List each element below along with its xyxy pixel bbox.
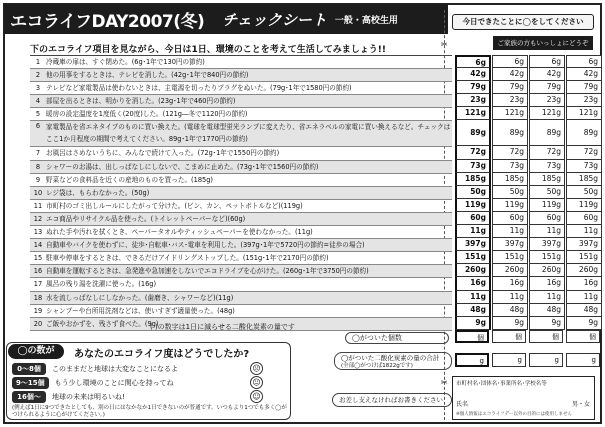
table-row <box>30 187 452 200</box>
check-cell[interactable]: 11g <box>529 291 565 304</box>
check-cell[interactable]: 185g <box>455 173 491 186</box>
item-number: 13 <box>33 228 43 237</box>
sad-face-icon: ☹ <box>250 362 263 375</box>
table-row <box>30 95 452 108</box>
score-text: このままだと地球は大変なことになるよ <box>52 365 178 373</box>
check-cell[interactable]: 11g <box>566 291 602 304</box>
score-text: もう少し環境のことに関心を持ってね <box>54 379 174 387</box>
check-cell[interactable]: 9g <box>455 317 491 330</box>
table-row <box>30 200 452 213</box>
scissors-icon: ✂ <box>441 378 448 387</box>
privacy-note: ※個人情報はエコライフデー以外の目的には使用しません <box>456 412 572 417</box>
check-cell[interactable]: 42g <box>566 68 602 81</box>
check-cell[interactable]: 50g <box>529 186 565 199</box>
check-cell[interactable]: 9g <box>566 317 602 330</box>
table-row <box>30 305 452 318</box>
score-question: あなたのエコライフ度はどうでしたか? <box>74 349 250 360</box>
family-column <box>529 55 565 330</box>
check-cell[interactable]: 397g <box>455 238 491 251</box>
item-text: 自動車を運転するときは、急発進や急加速をしないでエコドライブを心がけた。(260g･1年で3750円の節約) <box>46 267 369 276</box>
check-sheet-label: チェックシート <box>222 10 327 29</box>
item-number: 5 <box>35 110 41 119</box>
check-cell[interactable]: 60g <box>529 212 565 225</box>
check-cell[interactable]: 50g <box>566 186 602 199</box>
check-cell[interactable]: 48g <box>566 304 602 317</box>
item-number: 12 <box>33 214 43 223</box>
check-cell[interactable]: 16g <box>529 277 565 290</box>
check-cell[interactable]: 48g <box>529 304 565 317</box>
check-cell[interactable]: 72g <box>455 146 491 159</box>
check-cell[interactable]: 42g <box>529 68 565 81</box>
check-cell[interactable]: 89g <box>455 120 491 146</box>
family-column <box>492 55 528 330</box>
check-cell[interactable]: 50g <box>492 186 528 199</box>
check-cell[interactable]: 79g <box>529 81 565 94</box>
item-number: 6 <box>35 122 41 131</box>
check-cell[interactable]: 185g <box>566 173 602 186</box>
check-cell[interactable]: 89g <box>492 120 528 146</box>
check-cell[interactable]: 16g <box>566 277 602 290</box>
item-text: 家電製品を省エネタイプのものに買い換えた。(電球を電球型蛍光ランプに変えたり、省エネラベルの家電に買い換えるなど。チェックはここ1か月程度の期間で考えてください。89g･1年で1770円の節約) <box>46 123 451 143</box>
count-cell[interactable]: 個 <box>492 330 526 343</box>
item-text: シャワーのお湯は、出しっぱなしにしないで、こまめに止めた。(73g･1年で1560円の節約) <box>46 162 319 171</box>
audience-label: 一般・高校生用 <box>334 15 398 26</box>
score-level <box>12 391 125 403</box>
count-cell[interactable]: 個 <box>455 330 489 343</box>
check-cell[interactable]: 151g <box>455 251 491 264</box>
check-cell[interactable]: 6g <box>492 55 528 68</box>
check-cell[interactable]: 185g <box>529 173 565 186</box>
table-row <box>30 108 452 121</box>
score-footnote: (例えば1日に9つできたとしても、別の日にはなかなか1日できないのが普通です。いつもより1つでも多く◯がつけられるように心がけてください。) <box>12 405 287 418</box>
address-head: 市町村名･団体名･事業所名･学校名等 <box>456 381 547 387</box>
item-text: 暖房の設定温度を1度低く(20度)した。(121g―冬で1120円の節約) <box>46 110 248 119</box>
check-cell[interactable]: 11g <box>455 291 491 304</box>
item-number: 16 <box>33 267 43 276</box>
item-text: 市町村のゴミ出しルールにしたがって分けた。(ビン、カン、ペットボトルなど)(119g) <box>46 201 303 210</box>
co2-total-row <box>455 353 600 367</box>
family-column <box>566 55 602 330</box>
check-cell[interactable]: 11g <box>492 291 528 304</box>
check-cell[interactable]: 151g <box>492 251 528 264</box>
item-text: 自動車やバイクを使わずに、徒歩･自転車･バス･電車を利用した。(397g･1年で5720円の節約=徒歩の場合) <box>46 241 365 250</box>
item-number: 7 <box>35 149 41 158</box>
check-cell[interactable]: 89g <box>529 120 565 146</box>
table-row <box>30 121 452 147</box>
note-text: ( )の数字は1日に減らせる二酸化炭素の量です <box>150 323 295 331</box>
item-text: ご飯やおかずを、残さず食べた。(9g) <box>46 319 159 328</box>
check-cell[interactable]: 73g <box>529 160 565 173</box>
check-cell[interactable]: 6g <box>529 55 565 68</box>
family-header: ご家族の方もいっしょにどうぞ <box>493 36 593 50</box>
check-cell[interactable]: 11g <box>566 225 602 238</box>
check-cell[interactable]: 9g <box>529 317 565 330</box>
item-number: 8 <box>35 162 41 171</box>
item-text: エコ商品やリサイクル品を使った。(トイレットペーパーなど)(60g) <box>46 214 246 223</box>
check-cell[interactable]: 72g <box>566 146 602 159</box>
co2-total-cell[interactable]: g <box>566 353 600 367</box>
co2-total-label <box>334 352 452 370</box>
table-row <box>30 56 452 69</box>
check-cell[interactable]: 151g <box>566 251 602 264</box>
count-row <box>455 330 600 343</box>
table-row <box>30 292 452 305</box>
check-cell[interactable]: 73g <box>566 160 602 173</box>
check-cell[interactable]: 11g <box>455 225 491 238</box>
table-row <box>30 82 452 95</box>
check-cell[interactable]: 50g <box>455 186 491 199</box>
item-text: 野菜などの食料品を近くの産地のものを買った。(185g) <box>46 175 213 184</box>
table-row <box>30 252 452 265</box>
item-number: 4 <box>35 97 41 106</box>
count-cell[interactable]: 個 <box>529 330 563 343</box>
sex-label[interactable]: 男・女 <box>571 401 590 408</box>
check-cell[interactable]: 60g <box>492 212 528 225</box>
score-range: 16個～ <box>12 391 46 403</box>
item-number: 19 <box>33 306 43 315</box>
score-head: ◯の数が <box>8 344 64 359</box>
table-row <box>30 226 452 239</box>
score-level <box>12 363 178 375</box>
score-range: 0～8個 <box>12 363 46 375</box>
item-number: 17 <box>33 280 43 289</box>
item-number: 1 <box>35 58 41 66</box>
item-text: お風呂はさめないうちに、みんなで続けて入った。(72g･1年で1550円の節約) <box>46 149 280 158</box>
item-number: 3 <box>35 84 41 93</box>
item-text: テレビなど家電製品は使わないときは、主電源を切ったりプラグをぬいた。(79g･1年で1580円の節約) <box>46 84 352 93</box>
item-number: 14 <box>33 241 43 250</box>
check-cell[interactable]: 151g <box>529 251 565 264</box>
check-cell[interactable]: 79g <box>455 81 491 94</box>
check-cell[interactable]: 16g <box>492 277 528 290</box>
co2-total-cell[interactable]: g <box>455 353 489 367</box>
table-row <box>30 69 452 82</box>
address-box[interactable] <box>452 376 595 420</box>
check-cell[interactable]: 119g <box>529 199 565 212</box>
item-number: 10 <box>33 188 43 197</box>
table-row <box>30 147 452 160</box>
check-cell[interactable]: 185g <box>492 173 528 186</box>
table-row <box>30 239 452 252</box>
score-level <box>12 377 174 389</box>
page-title: エコライフDAY2007(冬) <box>10 11 205 32</box>
item-text: 他の用事をするときは、テレビを消した。(42g･1年で840円の節約) <box>46 71 249 80</box>
check-cell[interactable]: 89g <box>566 120 602 146</box>
check-cell[interactable]: 48g <box>492 304 528 317</box>
check-cell[interactable]: 79g <box>566 81 602 94</box>
check-cell[interactable]: 42g <box>455 68 491 81</box>
item-text: ぬれた手や汚れを拭くとき、ペーパータオルやティッシュペーパーを使わなかった。(11g) <box>46 228 313 237</box>
today-header: 今日できたことに◯をしてください <box>452 14 594 30</box>
item-text: シャンプーや台所用洗剤などは、使いすぎず適量使った。(48g) <box>46 306 235 315</box>
item-text: 水を流しっぱなしにしなかった。(歯磨き、シャワーなど)(11g) <box>46 293 234 302</box>
check-cell[interactable]: 72g <box>492 146 528 159</box>
count-label: ◯がついた個数 <box>345 332 449 344</box>
eco-items-table <box>30 55 452 331</box>
item-number: 9 <box>35 175 41 184</box>
scissors-icon: ✂ <box>441 40 448 49</box>
check-cell[interactable]: 121g <box>566 107 602 120</box>
optional-info-label: お差し支えなければお書きください <box>332 393 452 407</box>
check-cell[interactable]: 121g <box>492 107 528 120</box>
item-text: レジ袋は、もらわなかった。(50g) <box>46 188 150 197</box>
check-cell[interactable]: 11g <box>529 225 565 238</box>
name-label: 氏名 <box>456 401 469 408</box>
item-number: 11 <box>33 201 43 210</box>
check-cell[interactable]: 121g <box>455 107 491 120</box>
table-row <box>30 265 452 278</box>
neutral-face-icon: 😐 <box>250 376 263 389</box>
check-cell[interactable]: 48g <box>455 304 491 317</box>
check-cell[interactable]: 9g <box>492 317 528 330</box>
check-cell[interactable]: 79g <box>492 81 528 94</box>
check-cell[interactable]: 260g <box>492 264 528 277</box>
table-row <box>30 161 452 174</box>
check-cell[interactable]: 23g <box>455 94 491 107</box>
item-text: 部屋を出るときは、明かりを消した。(23g･1年で460円の節約) <box>46 97 236 106</box>
table-row <box>30 278 452 291</box>
item-text: 駐車や停車をするときは、できるだけアイドリングストップした。(151g･1年で2170円の節約) <box>46 254 329 263</box>
check-cell[interactable]: 60g <box>455 212 491 225</box>
check-cell[interactable]: 72g <box>529 146 565 159</box>
check-cell[interactable]: 260g <box>566 264 602 277</box>
check-cell[interactable]: 260g <box>455 264 491 277</box>
score-range: 9～15個 <box>12 377 49 389</box>
check-cell[interactable]: 119g <box>455 199 491 212</box>
score-text: 地球の未来は明るいね! <box>52 393 125 401</box>
check-cell[interactable]: 23g <box>492 94 528 107</box>
check-cell[interactable]: 60g <box>566 212 602 225</box>
co2-total-cell[interactable]: g <box>529 353 563 367</box>
check-cell[interactable]: 121g <box>529 107 565 120</box>
table-row <box>30 174 452 187</box>
co2-total-cell[interactable]: g <box>492 353 526 367</box>
count-cell[interactable]: 個 <box>566 330 600 343</box>
check-cell[interactable]: 397g <box>492 238 528 251</box>
check-cell[interactable]: 11g <box>492 225 528 238</box>
check-cell[interactable]: 119g <box>566 199 602 212</box>
table-row <box>30 213 452 226</box>
smile-face-icon: ☺ <box>250 390 263 403</box>
today-column <box>455 55 491 330</box>
check-cell[interactable]: 6g <box>566 55 602 68</box>
instruction-text: 下のエコライフ項目を見ながら、今日は1日、環境のことを考えて生活してみましょう!! <box>30 45 386 55</box>
item-number: 15 <box>33 254 43 263</box>
co2-total-sub: (全部◯がつけば1822gです) <box>341 363 413 369</box>
title-bar <box>4 4 448 34</box>
check-cell[interactable]: 16g <box>455 277 491 290</box>
check-cell[interactable]: 73g <box>455 160 491 173</box>
check-cell[interactable]: 6g <box>455 55 491 68</box>
check-cell[interactable]: 260g <box>529 264 565 277</box>
check-cell[interactable]: 397g <box>566 238 602 251</box>
item-text: 風呂の残り湯を洗濯に使った。(16g) <box>46 280 157 289</box>
check-cell[interactable]: 119g <box>492 199 528 212</box>
check-cell[interactable]: 397g <box>529 238 565 251</box>
item-number: 18 <box>33 293 43 302</box>
check-cell[interactable]: 23g <box>529 94 565 107</box>
item-number: 20 <box>33 319 43 328</box>
item-text: 冷蔵庫の扉は、すぐ閉めた。(6g･1年で130円の節約) <box>46 58 205 66</box>
check-cell[interactable]: 23g <box>566 94 602 107</box>
check-cell[interactable]: 73g <box>492 160 528 173</box>
co2-total-title: ◯がついた二酸化炭素の量の合計 <box>341 354 440 362</box>
check-cell[interactable]: 42g <box>492 68 528 81</box>
item-number: 2 <box>35 71 41 80</box>
